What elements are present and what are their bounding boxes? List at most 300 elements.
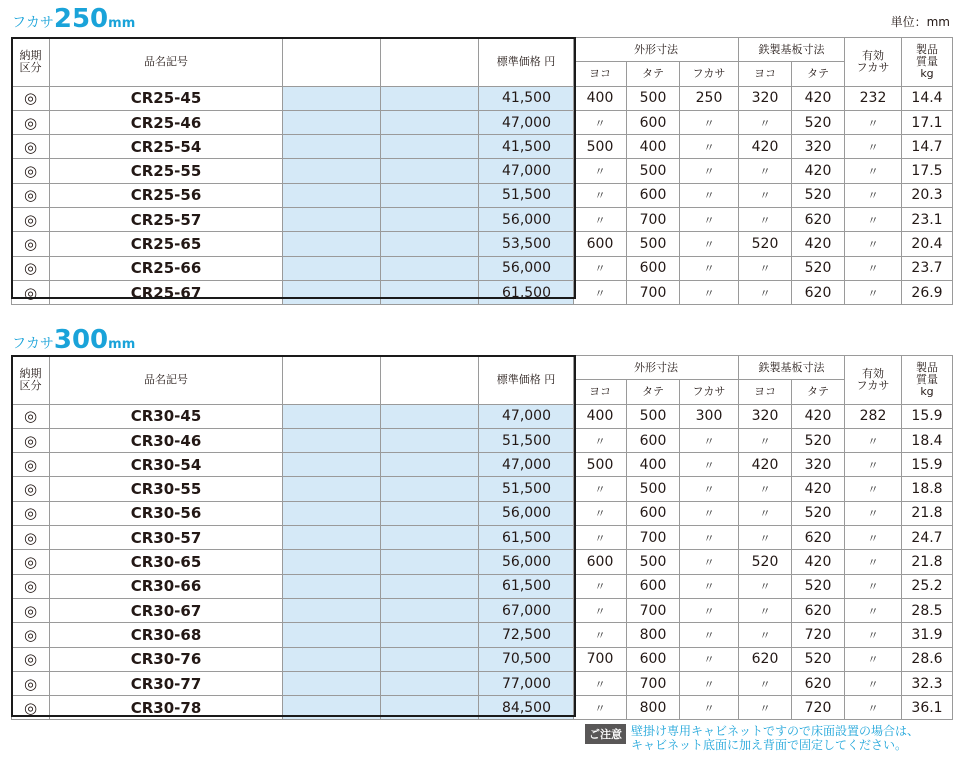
plate-width: 〃 <box>739 110 792 134</box>
effective-depth: 〃 <box>845 550 902 574</box>
blank-cell <box>283 159 381 183</box>
outer-width: 700 <box>574 647 627 671</box>
delivery-mark: ◎ <box>12 574 50 598</box>
blank-cell <box>381 404 479 428</box>
mass: 17.1 <box>902 110 953 134</box>
blank-cell <box>381 526 479 550</box>
blank-cell <box>283 477 381 501</box>
outer-height: 700 <box>627 598 680 622</box>
delivery-mark: ◎ <box>12 696 50 720</box>
blank-cell <box>283 671 381 695</box>
effective-depth: 〃 <box>845 623 902 647</box>
outer-depth: 〃 <box>680 550 739 574</box>
plate-height: 420 <box>792 477 845 501</box>
header-outer-sub: タテ <box>627 62 680 86</box>
plate-height: 520 <box>792 574 845 598</box>
header-delivery-line: 納期 <box>19 48 42 62</box>
delivery-mark: ◎ <box>12 86 50 110</box>
outer-height: 600 <box>627 501 680 525</box>
product-code: CR30-65 <box>50 550 283 574</box>
product-code: CR25-57 <box>50 208 283 232</box>
effective-depth: 〃 <box>845 110 902 134</box>
plate-height: 420 <box>792 232 845 256</box>
product-code: CR30-78 <box>50 696 283 720</box>
mass: 28.5 <box>902 598 953 622</box>
price-cell: 61,500 <box>479 574 574 598</box>
plate-width: 420 <box>739 453 792 477</box>
plate-width: 〃 <box>739 696 792 720</box>
outer-width: 〃 <box>574 598 627 622</box>
plate-height: 620 <box>792 280 845 304</box>
header-delivery-line: 区分 <box>19 378 42 392</box>
plate-width: 〃 <box>739 183 792 207</box>
outer-width: 500 <box>574 453 627 477</box>
delivery-mark: ◎ <box>12 208 50 232</box>
outer-height: 600 <box>627 110 680 134</box>
blank-cell <box>381 550 479 574</box>
plate-height: 520 <box>792 110 845 134</box>
header-outer: 外形寸法 <box>574 356 739 380</box>
blank-cell <box>283 501 381 525</box>
mass: 26.9 <box>902 280 953 304</box>
spec-table-300 <box>11 355 953 720</box>
mass: 21.8 <box>902 550 953 574</box>
product-code: CR25-65 <box>50 232 283 256</box>
outer-width: 〃 <box>574 208 627 232</box>
outer-width: 〃 <box>574 696 627 720</box>
blank-cell <box>381 86 479 110</box>
header-mass-line: 質量 <box>916 54 938 68</box>
blank-cell <box>283 647 381 671</box>
header-plate-sub: タテ <box>792 62 845 86</box>
product-code: CR30-55 <box>50 477 283 501</box>
section-title-300: フカサ300mm <box>12 325 136 355</box>
header-effective-depth <box>845 38 902 87</box>
outer-depth: 〃 <box>680 110 739 134</box>
delivery-mark: ◎ <box>12 526 50 550</box>
blank-cell <box>283 453 381 477</box>
blank-cell <box>381 232 479 256</box>
plate-width: 520 <box>739 550 792 574</box>
price-cell: 41,500 <box>479 86 574 110</box>
plate-width: 620 <box>739 647 792 671</box>
plate-width: 〃 <box>739 477 792 501</box>
outer-depth: 300 <box>680 404 739 428</box>
outer-height: 500 <box>627 550 680 574</box>
outer-height: 400 <box>627 135 680 159</box>
outer-height: 600 <box>627 183 680 207</box>
mass: 14.7 <box>902 135 953 159</box>
outer-width: 〃 <box>574 477 627 501</box>
effective-depth: 〃 <box>845 159 902 183</box>
plate-width: 〃 <box>739 428 792 452</box>
blank-cell <box>381 574 479 598</box>
plate-height: 620 <box>792 208 845 232</box>
effective-depth: 〃 <box>845 453 902 477</box>
mass: 18.4 <box>902 428 953 452</box>
table-row <box>12 598 953 622</box>
outer-height: 400 <box>627 453 680 477</box>
plate-width: 〃 <box>739 574 792 598</box>
plate-width: 320 <box>739 86 792 110</box>
plate-height: 320 <box>792 453 845 477</box>
outer-depth: 〃 <box>680 526 739 550</box>
outer-height: 700 <box>627 208 680 232</box>
blank-cell <box>381 428 479 452</box>
product-code: CR30-45 <box>50 404 283 428</box>
outer-depth: 〃 <box>680 623 739 647</box>
outer-depth: 〃 <box>680 256 739 280</box>
table-row <box>12 428 953 452</box>
plate-width: 〃 <box>739 280 792 304</box>
outer-width: 〃 <box>574 159 627 183</box>
outer-width: 〃 <box>574 671 627 695</box>
blank-cell <box>381 135 479 159</box>
header-outer-sub: フカサ <box>680 62 739 86</box>
mass: 15.9 <box>902 453 953 477</box>
delivery-mark: ◎ <box>12 110 50 134</box>
outer-height: 600 <box>627 428 680 452</box>
mass: 21.8 <box>902 501 953 525</box>
effective-depth: 〃 <box>845 598 902 622</box>
table-row <box>12 526 953 550</box>
blank-cell <box>283 404 381 428</box>
table-250 <box>11 37 953 305</box>
plate-width: 〃 <box>739 671 792 695</box>
delivery-mark: ◎ <box>12 280 50 304</box>
outer-depth: 〃 <box>680 598 739 622</box>
price-cell: 61,500 <box>479 280 574 304</box>
outer-height: 700 <box>627 526 680 550</box>
outer-width: 400 <box>574 86 627 110</box>
outer-width: 600 <box>574 550 627 574</box>
mass: 25.2 <box>902 574 953 598</box>
product-code: CR25-56 <box>50 183 283 207</box>
plate-height: 520 <box>792 428 845 452</box>
blank-cell <box>283 208 381 232</box>
mass: 23.1 <box>902 208 953 232</box>
header-effective-line: フカサ <box>856 60 890 74</box>
header-blank <box>283 356 381 405</box>
header-effective-line: フカサ <box>856 378 890 392</box>
mass: 14.4 <box>902 86 953 110</box>
header-mass <box>902 38 953 87</box>
price-cell: 72,500 <box>479 623 574 647</box>
table-row <box>12 280 953 304</box>
header-outer-sub: ヨコ <box>574 62 627 86</box>
delivery-mark: ◎ <box>12 428 50 452</box>
plate-height: 520 <box>792 501 845 525</box>
outer-width: 〃 <box>574 256 627 280</box>
blank-cell <box>283 110 381 134</box>
blank-cell <box>283 598 381 622</box>
blank-cell <box>381 183 479 207</box>
delivery-mark: ◎ <box>12 183 50 207</box>
price-cell: 56,000 <box>479 208 574 232</box>
outer-height: 500 <box>627 159 680 183</box>
product-code: CR25-55 <box>50 159 283 183</box>
price-cell: 56,000 <box>479 550 574 574</box>
product-code: CR25-45 <box>50 86 283 110</box>
outer-depth: 〃 <box>680 671 739 695</box>
plate-width: 320 <box>739 404 792 428</box>
table-row <box>12 232 953 256</box>
outer-height: 600 <box>627 256 680 280</box>
header-mass <box>902 356 953 405</box>
outer-depth: 〃 <box>680 232 739 256</box>
outer-depth: 〃 <box>680 159 739 183</box>
effective-depth: 232 <box>845 86 902 110</box>
blank-cell <box>381 647 479 671</box>
plate-height: 520 <box>792 183 845 207</box>
effective-depth: 282 <box>845 404 902 428</box>
outer-height: 600 <box>627 574 680 598</box>
header-effective-line: 有効 <box>862 366 884 380</box>
mass: 18.8 <box>902 477 953 501</box>
product-code: CR25-46 <box>50 110 283 134</box>
outer-depth: 〃 <box>680 428 739 452</box>
effective-depth: 〃 <box>845 183 902 207</box>
outer-width: 〃 <box>574 428 627 452</box>
product-code: CR30-66 <box>50 574 283 598</box>
plate-height: 420 <box>792 86 845 110</box>
blank-cell <box>381 256 479 280</box>
outer-width: 〃 <box>574 526 627 550</box>
delivery-mark: ◎ <box>12 404 50 428</box>
mass: 17.5 <box>902 159 953 183</box>
blank-cell <box>283 526 381 550</box>
header-plate-sub: ヨコ <box>739 380 792 404</box>
plate-height: 720 <box>792 696 845 720</box>
mass: 36.1 <box>902 696 953 720</box>
plate-width: 〃 <box>739 501 792 525</box>
price-cell: 61,500 <box>479 526 574 550</box>
delivery-mark: ◎ <box>12 159 50 183</box>
blank-cell <box>283 232 381 256</box>
blank-cell <box>381 280 479 304</box>
table-row <box>12 183 953 207</box>
price-cell: 70,500 <box>479 647 574 671</box>
blank-cell <box>381 598 479 622</box>
header-blank <box>381 38 479 87</box>
product-code: CR30-77 <box>50 671 283 695</box>
plate-width: 〃 <box>739 159 792 183</box>
header-mass-line: 質量 <box>916 372 938 386</box>
blank-cell <box>381 501 479 525</box>
plate-height: 620 <box>792 671 845 695</box>
price-cell: 47,000 <box>479 453 574 477</box>
product-code: CR30-68 <box>50 623 283 647</box>
section-title-250: フカサ250mm <box>12 4 136 34</box>
blank-cell <box>283 256 381 280</box>
plate-height: 420 <box>792 159 845 183</box>
plate-width: 〃 <box>739 598 792 622</box>
blank-cell <box>283 428 381 452</box>
unit-note: 単位：mm <box>890 15 950 29</box>
blank-cell <box>283 135 381 159</box>
header-price: 標準価格 円 <box>479 38 574 87</box>
table-row <box>12 696 953 720</box>
product-code: CR30-67 <box>50 598 283 622</box>
outer-height: 700 <box>627 671 680 695</box>
header-plate-sub: ヨコ <box>739 62 792 86</box>
plate-height: 720 <box>792 623 845 647</box>
table-row <box>12 453 953 477</box>
blank-cell <box>381 623 479 647</box>
outer-depth: 〃 <box>680 501 739 525</box>
header-outer-sub: タテ <box>627 380 680 404</box>
outer-height: 700 <box>627 280 680 304</box>
header-plate: 鉄製基板寸法 <box>739 38 845 62</box>
blank-cell <box>381 671 479 695</box>
product-code: CR30-76 <box>50 647 283 671</box>
header-mass-line: kg <box>920 384 934 398</box>
blank-cell <box>283 623 381 647</box>
outer-depth: 〃 <box>680 477 739 501</box>
header-mass-line: kg <box>920 66 934 80</box>
outer-depth: 〃 <box>680 574 739 598</box>
delivery-mark: ◎ <box>12 623 50 647</box>
header-plate-sub: タテ <box>792 380 845 404</box>
mass: 28.6 <box>902 647 953 671</box>
blank-cell <box>381 208 479 232</box>
delivery-mark: ◎ <box>12 598 50 622</box>
header-delivery <box>12 38 50 87</box>
outer-depth: 〃 <box>680 453 739 477</box>
outer-width: 500 <box>574 135 627 159</box>
price-cell: 41,500 <box>479 135 574 159</box>
outer-width: 〃 <box>574 501 627 525</box>
product-code: CR25-67 <box>50 280 283 304</box>
header-effective-line: 有効 <box>862 48 884 62</box>
plate-height: 420 <box>792 550 845 574</box>
blank-cell <box>381 110 479 134</box>
blank-cell <box>283 550 381 574</box>
delivery-mark: ◎ <box>12 501 50 525</box>
effective-depth: 〃 <box>845 428 902 452</box>
mass: 15.9 <box>902 404 953 428</box>
delivery-mark: ◎ <box>12 647 50 671</box>
delivery-mark: ◎ <box>12 135 50 159</box>
plate-width: 〃 <box>739 208 792 232</box>
table-row <box>12 647 953 671</box>
table-300 <box>11 355 953 720</box>
outer-depth: 〃 <box>680 183 739 207</box>
effective-depth: 〃 <box>845 696 902 720</box>
product-code: CR30-56 <box>50 501 283 525</box>
price-cell: 56,000 <box>479 256 574 280</box>
price-cell: 47,000 <box>479 110 574 134</box>
header-outer: 外形寸法 <box>574 38 739 62</box>
plate-width: 〃 <box>739 526 792 550</box>
plate-height: 520 <box>792 256 845 280</box>
plate-width: 〃 <box>739 256 792 280</box>
table-row <box>12 623 953 647</box>
header-mass-line: 製品 <box>916 42 938 56</box>
header-code: 品名記号 <box>50 356 283 405</box>
table-row <box>12 671 953 695</box>
outer-height: 500 <box>627 232 680 256</box>
effective-depth: 〃 <box>845 574 902 598</box>
blank-cell <box>283 280 381 304</box>
effective-depth: 〃 <box>845 647 902 671</box>
mass: 23.7 <box>902 256 953 280</box>
outer-height: 500 <box>627 404 680 428</box>
header-price: 標準価格 円 <box>479 356 574 405</box>
spec-table-250 <box>11 37 953 305</box>
blank-cell <box>381 453 479 477</box>
outer-width: 〃 <box>574 110 627 134</box>
table-row <box>12 208 953 232</box>
outer-depth: 250 <box>680 86 739 110</box>
outer-width: 400 <box>574 404 627 428</box>
effective-depth: 〃 <box>845 135 902 159</box>
mass: 20.3 <box>902 183 953 207</box>
effective-depth: 〃 <box>845 671 902 695</box>
outer-height: 600 <box>627 647 680 671</box>
blank-cell <box>381 477 479 501</box>
blank-cell <box>381 696 479 720</box>
header-blank <box>283 38 381 87</box>
delivery-mark: ◎ <box>12 550 50 574</box>
header-outer-sub: フカサ <box>680 380 739 404</box>
outer-height: 500 <box>627 86 680 110</box>
table-row <box>12 574 953 598</box>
price-cell: 53,500 <box>479 232 574 256</box>
product-code: CR30-46 <box>50 428 283 452</box>
table-row <box>12 477 953 501</box>
product-code: CR25-54 <box>50 135 283 159</box>
plate-width: 420 <box>739 135 792 159</box>
plate-height: 420 <box>792 404 845 428</box>
delivery-mark: ◎ <box>12 671 50 695</box>
outer-height: 800 <box>627 623 680 647</box>
header-effective-depth <box>845 356 902 405</box>
mass: 20.4 <box>902 232 953 256</box>
plate-height: 620 <box>792 526 845 550</box>
blank-cell <box>283 86 381 110</box>
product-code: CR30-54 <box>50 453 283 477</box>
effective-depth: 〃 <box>845 208 902 232</box>
plate-width: 520 <box>739 232 792 256</box>
effective-depth: 〃 <box>845 256 902 280</box>
table-row <box>12 550 953 574</box>
outer-width: 600 <box>574 232 627 256</box>
caution-note <box>585 724 919 752</box>
mass: 24.7 <box>902 526 953 550</box>
table-row <box>12 110 953 134</box>
header-delivery-line: 区分 <box>19 60 42 74</box>
outer-width: 〃 <box>574 623 627 647</box>
price-cell: 84,500 <box>479 696 574 720</box>
price-cell: 51,500 <box>479 477 574 501</box>
delivery-mark: ◎ <box>12 477 50 501</box>
outer-depth: 〃 <box>680 208 739 232</box>
table-row <box>12 501 953 525</box>
caution-text: 壁掛け専用キャビネットですので床面設置の場合は、 キャビネット底面に加え背面で固定してください。 <box>631 724 920 752</box>
outer-depth: 〃 <box>680 135 739 159</box>
outer-width: 〃 <box>574 183 627 207</box>
mass: 31.9 <box>902 623 953 647</box>
outer-height: 500 <box>627 477 680 501</box>
mass: 32.3 <box>902 671 953 695</box>
table-row <box>12 404 953 428</box>
table-row <box>12 256 953 280</box>
header-code: 品名記号 <box>50 38 283 87</box>
delivery-mark: ◎ <box>12 232 50 256</box>
header-plate: 鉄製基板寸法 <box>739 356 845 380</box>
effective-depth: 〃 <box>845 526 902 550</box>
